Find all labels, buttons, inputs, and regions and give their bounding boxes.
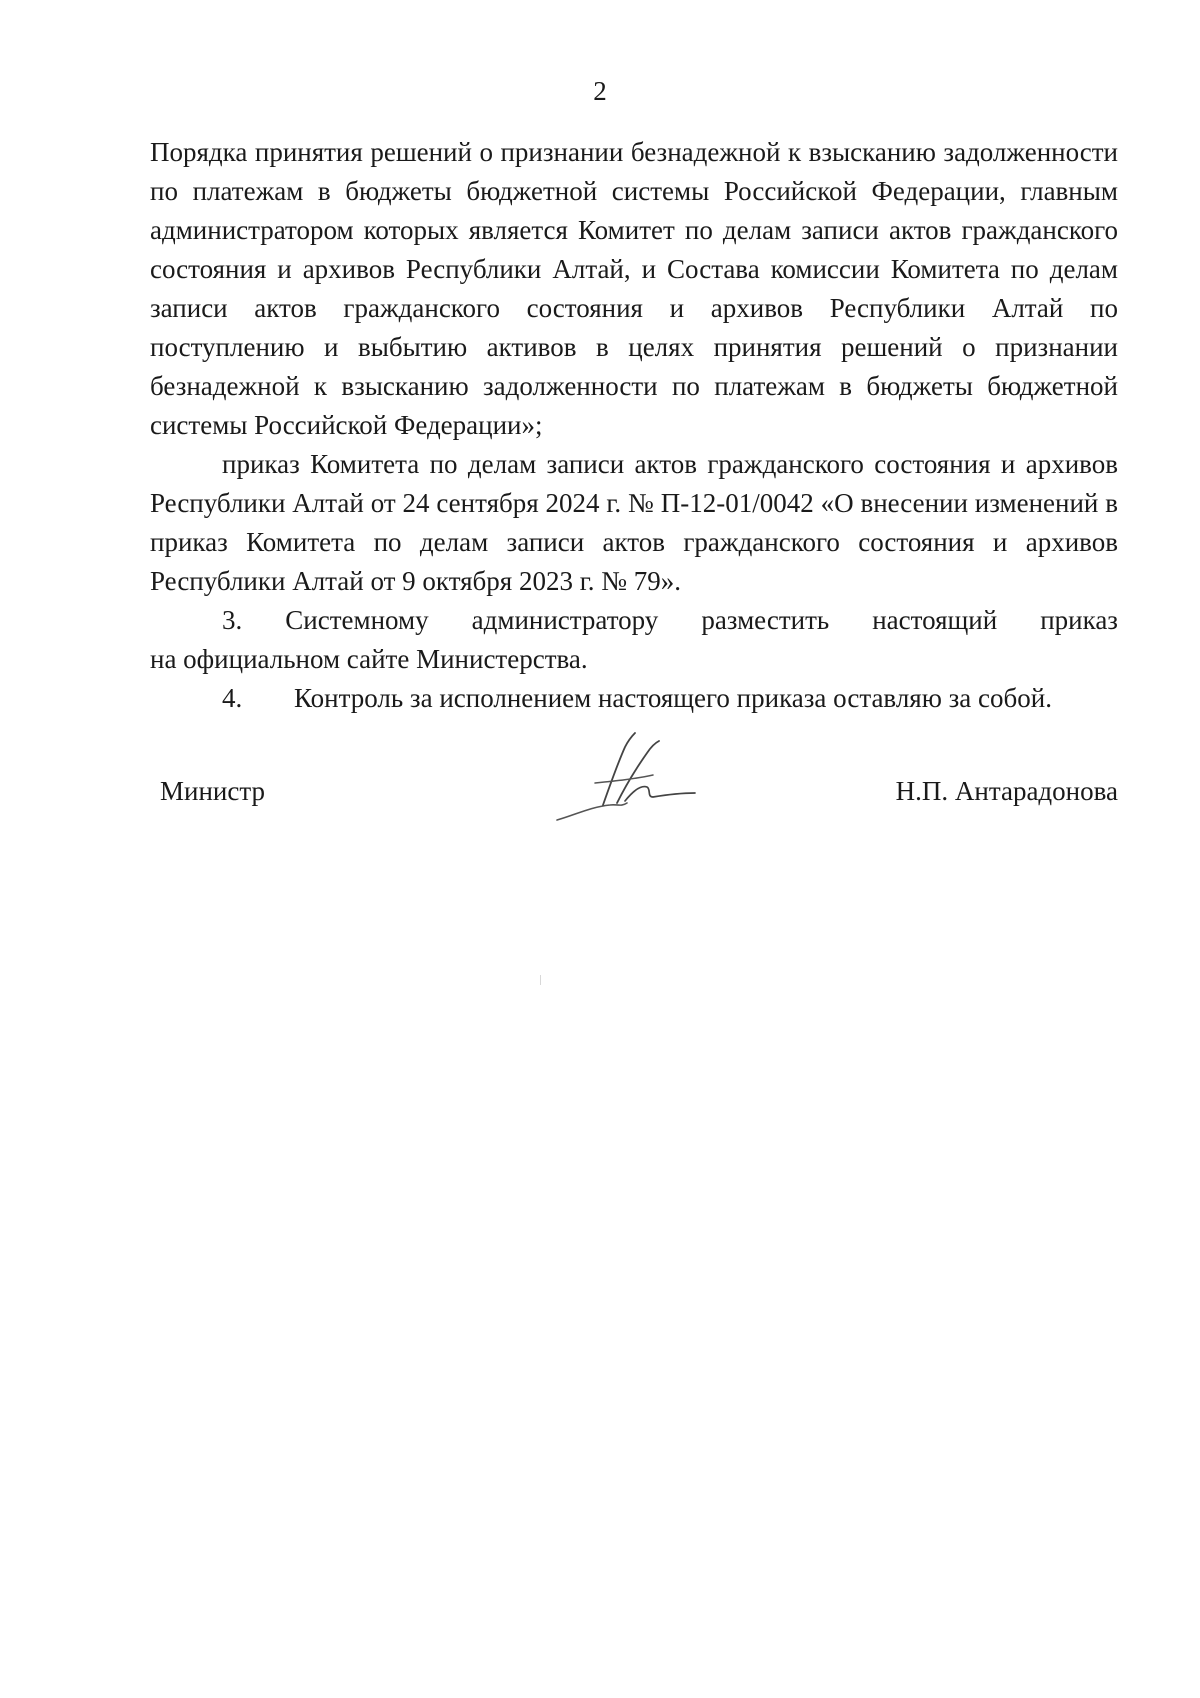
page-number: 2 (593, 76, 607, 106)
item-3-word: разместить (701, 605, 830, 635)
item-3 (150, 601, 1118, 679)
signer-name: Н.П. Антарадонова (895, 776, 1118, 806)
item-3-first-line (150, 601, 1118, 640)
item-3-word: приказ (1040, 605, 1118, 635)
paragraph-order-reference: приказ Комитета по делам записи актов гражданского состояния и архивов Республики Алтай от 24 сентября 2024 г. № П-12-01/0042 «О внесении изменений в приказ Комитета по делам записи актов гражданского состояния и архивов Республики Алтай от 9 октября 2023 г. № 79». (150, 449, 1118, 596)
item-3-number: 3. (222, 605, 243, 635)
paragraph-continuation: Порядка принятия решений о признании безнадежной к взысканию задолженности по платежам в бюджеты бюджетной системы Российской Федерации, главным администратором которых является Комитет по делам записи актов гражданского состояния и архивов Республики Алтай, и Состава комиссии Комитета по делам записи актов гражданского состояния и архивов Республики Алтай по поступлению и выбытию активов в целях принятия решений о признании безнадежной к взысканию задолженности по платежам в бюджеты бюджетной системы Российской Федерации»; (150, 137, 1118, 440)
item-3-word: администратору (471, 605, 659, 635)
item-3-word: настоящий (872, 605, 998, 635)
scan-artifact (540, 975, 541, 985)
item-4-text: Контроль за исполнением настоящего приказа оставляю за собой. (294, 683, 1052, 713)
document-body (150, 133, 1118, 718)
item-3-continuation: на официальном сайте Министерства. (150, 644, 588, 674)
signature-block (150, 772, 1118, 822)
item-3-word: Системному (285, 605, 429, 635)
item-4 (150, 679, 1118, 718)
signer-title: Министр (160, 776, 265, 806)
item-4-number: 4. (222, 683, 243, 713)
